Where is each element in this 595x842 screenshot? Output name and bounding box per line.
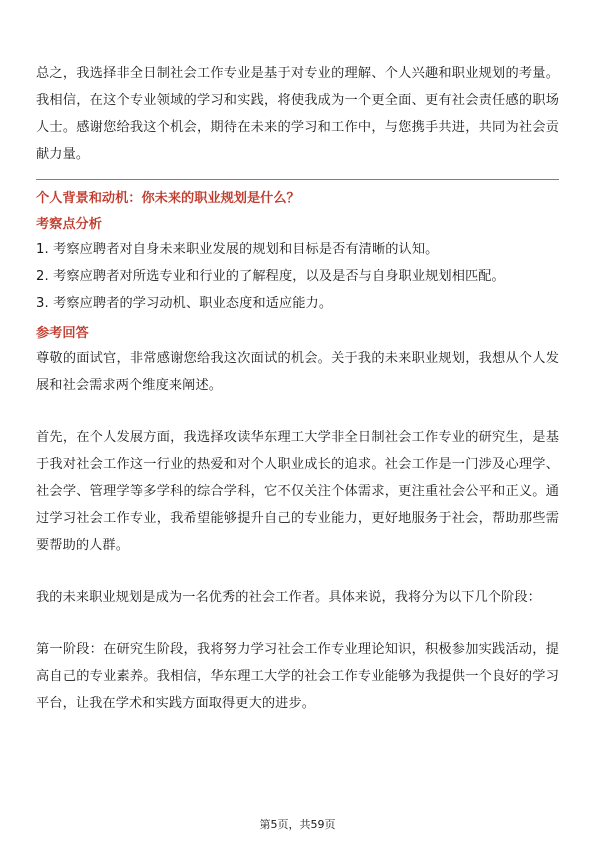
page-number: 第5页，共59页 xyxy=(259,818,336,831)
answer-paragraph: 第一阶段：在研究生阶段，我将努力学习社会工作专业理论知识，积极参加实践活动，提高自己的专业素养。我相信，华东理工大学的社会工作专业能够为我提供一个良好的学习平台，让我在学术和实践方面取得更大的进步。 xyxy=(36,642,559,711)
answer-paragraph: 首先，在个人发展方面，我选择攻读华东理工大学非全日制社会工作专业的研究生，是基于我对社会工作这一行业的热爱和对个人职业成长的追求。社会工作是一门涉及心理学、社会学、管理学等多学科的综合学科，它不仅关注个体需求，更注重社会公平和正义。通过学习社会工作专业，我希望能够提升自己的专业能力，更好地服务于社会，帮助那些需要帮助的人群。 xyxy=(36,430,559,553)
analysis-item: 1. 考察应聘者对自身未来职业发展的规划和目标是否有清晰的认知。 xyxy=(36,242,439,257)
paragraph-gap xyxy=(36,399,559,424)
analysis-list xyxy=(36,236,559,317)
paragraph-gap xyxy=(36,611,559,636)
section-divider xyxy=(36,179,559,180)
analysis-item: 2. 考察应聘者对所选专业和行业的了解程度，以及是否与自身职业规划相匹配。 xyxy=(36,269,505,284)
paragraph-gap xyxy=(36,559,559,584)
closing-paragraph: 总之，我选择非全日制社会工作专业是基于对专业的理解、个人兴趣和职业规划的考量。我相信，在这个专业领域的学习和实践，将使我成为一个更全面、更有社会责任感的职场人士。感谢您给我这个机会，期待在未来的学习和工作中，与您携手共进，共同为社会贡献力量。 xyxy=(36,66,559,162)
analysis-heading: 考察点分析 xyxy=(36,217,102,232)
answer-paragraph: 尊敬的面试官，非常感谢您给我这次面试的机会。关于我的未来职业规划，我想从个人发展和社会需求两个维度来阐述。 xyxy=(36,351,559,393)
page-content xyxy=(36,60,559,717)
question-title: 个人背景和动机：你未来的职业规划是什么？ xyxy=(36,191,300,206)
analysis-item: 3. 考察应聘者的学习动机、职业态度和适应能力。 xyxy=(36,296,333,311)
answer-paragraph: 我的未来职业规划是成为一名优秀的社会工作者。具体来说，我将分为以下几个阶段： xyxy=(36,590,541,605)
answer-heading: 参考回答 xyxy=(36,326,89,341)
